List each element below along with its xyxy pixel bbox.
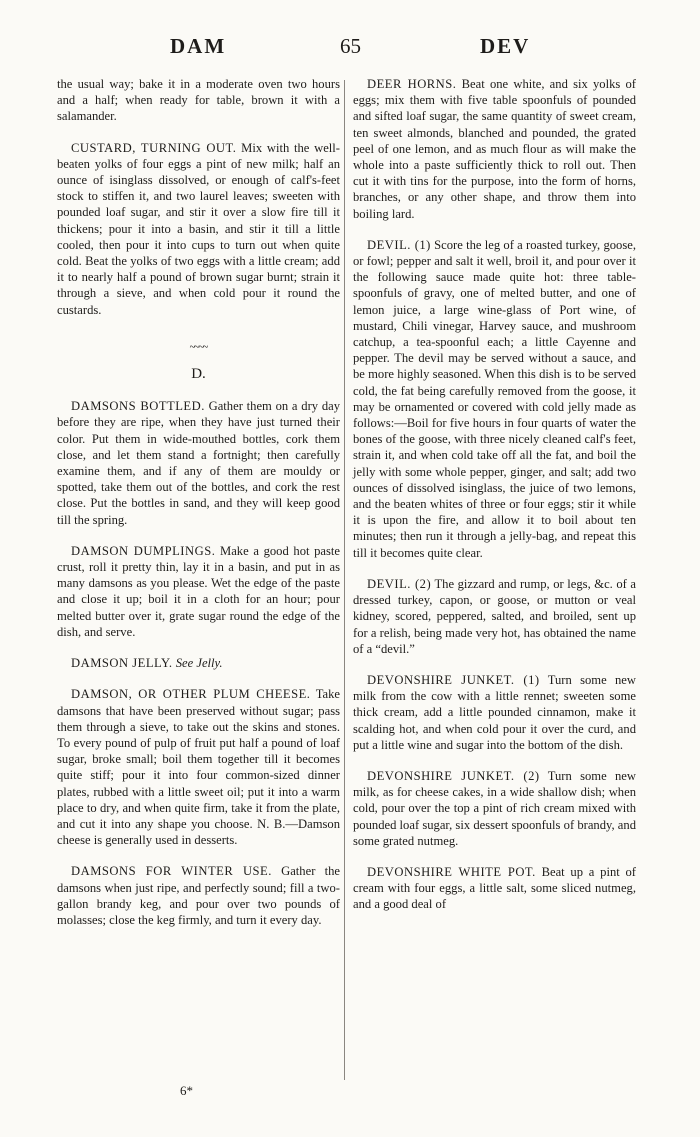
entry-body: The gizzard and rump, or legs, &c. of a dressed turkey, capon, or goose, or mutton or veal kidney, scored, peppered, salted, and broiled, sent up for a relish, being made very hot, has obtained the name of a “devil.” [353,576,636,656]
entry-body: Beat one white, and six yolks of eggs; mix them with five table spoonfuls of pounded and sifted loaf sugar, the same quantity of sweet cream, ten sweet almonds, blanched and pounded, the grated peel of one lemon, and as much flour as will make the whole into a paste sufficiently thick to roll out. Then cut it with tins for the purpose, into the form of horns, branches, or any other shape, and throw them into boiling lard. [353,77,636,221]
entry-body: Gather the damsons when just ripe, and perfectly sound; fill a two-gallon brandy keg, and pour over two pounds of molasses; close the keg firmly, and turn it every day. [57,864,340,927]
entry-body: Make a good hot paste crust, roll it pretty thin, lay it in a basin, and put in as many damsons as you please. Wet the edge of the paste and close it up; boil it in a cloth for an hour; pour melted butter over it, grate sugar round the edge of the dish, and serve. [57,543,341,639]
entry-devonshire-junket-2 [353,768,636,849]
entry-body: Score the leg of a roasted turkey, goose, or fowl; pepper and salt it well, broil it, and pour over it the following sauce made quite hot: three table-spoonfuls of gravy, one of melted butter, and one of lemon juice, a large wine-glass of Port wine, of mustard, Chili vinegar, Harvey sauce, and mushroom catchup, a tea-spoonful each; a little Cayenne and pepper. The devil may be served without a sauce, and be more highly seasoned. When this dish is to be served cold, the fat being carefully removed from the goose, it may be ornamented or covered with cold jelly made as follows:—Boil for five hours in four quarts of water the bones of the goose, with three nicely cleaned calf's feet, strain it, and when cold take off all the fat, and boil the jelly with some whole pepper, ginger, and salt; add two ounces of dissolved isinglass, the juice of two lemons, and the beaten whites of three or four eggs; stir it while it is upon the fire, and allow it to boil about ten minutes; then run it through a jelly-bag, and repeat this till it becomes quite clear. [353,237,636,560]
cross-reference: See Jelly. [175,656,223,671]
entry-heading: DAMSONS FOR WINTER USE. [71,864,272,879]
entry-body: Gather them on a dry day before they are ripe, when they have just turned their color. Put them in wide-mouthed bottles, cork them close, and let them stand a fortnight; then carefully examine them, and if any of them are mouldy or spotted, take them out of the bottles, and cork the rest close. Put the bottles in sand, and they will keep good till the spring. [57,399,341,527]
entry-damson-dumplings [57,543,340,640]
entry-devonshire-white-pot [353,864,636,913]
entry-body: Mix with the well-beaten yolks of four eggs a pint of new milk; half an ounce of isinglass dissolved, or enough of calf's-feet stock to stiffen it, and two laurel leaves; sweeten with pounded loaf sugar, and stir it over a slow fire till it thickens; pour it into a basin, and stir it till a little cooled, then pour it into cups to turn out when quite cold. Beat the yolks of two eggs with a little cream; add it to nearly half a pound of brown sugar burnt; strain it through a sieve, and when cold pour it round the custards. [57,140,340,317]
entry-damson-jelly [57,655,340,671]
entry-damson-plum-cheese [57,686,340,848]
entry-devil-2 [353,576,636,657]
section-letter: D. [191,366,206,383]
entry-heading: DAMSONS BOTTLED. [71,399,205,414]
signature-mark: 6* [180,1083,193,1098]
entry-heading: DEVIL. (1) [367,237,431,252]
entry-heading: DEVONSHIRE WHITE POT. [367,864,536,879]
page-number: 65 [340,34,361,58]
entry-heading: DAMSON JELLY. [71,656,173,671]
right-column [353,76,636,928]
entry-body: the usual way; bake it in a moderate oven two hours and a half; when ready for table, brown it with a salamander. [57,77,340,124]
entry-continuation [57,76,340,125]
entry-damsons-bottled [57,398,340,528]
entry-body: Turn some new milk, as for cheese cakes, in a wide shallow dish; when cold, pour over the top a pint of rich cream mixed with pounded loaf sugar, six dessert spoonfuls of brandy, and some grated nutmeg. [353,768,636,848]
entry-damsons-winter-use [57,863,340,928]
entry-body: Turn some new milk from the cow with a little rennet; sweeten some thick cream, add a little pounded cinnamon, make it scalding hot, and when cold pour it over the curd, and put a little wine and sugar into the bottom of the dish. [353,672,636,752]
left-column [57,76,340,943]
column-divider [344,80,345,1080]
entry-heading: DAMSON DUMPLINGS. [71,543,216,558]
entry-heading: DEER HORNS. [367,77,457,91]
entry-heading: DEVONSHIRE JUNKET. (1) [367,672,540,687]
entry-heading: CUSTARD, TURNING OUT. [71,140,237,155]
entry-deer-horns [353,76,636,222]
entry-devonshire-junket-1 [353,672,636,753]
entry-devil-1 [353,237,636,561]
entry-heading: DEVONSHIRE JUNKET. (2) [367,768,540,783]
running-header [60,34,650,66]
header-right-catchword: DEV [480,34,531,58]
entry-body: Take damsons that have been preserved without sugar; pass them through a sieve, to take out the skins and stones. To every pound of pulp of fruit put half a pound of loaf sugar, broke small; boil them together till it becomes quite stiff; pour it into four common-sized dinner plates, rubbed with a little sweet oil; put it into a warm place to dry, and when quite firm, take it from the plate, and cut it into any shape you choose. N. B.—Damson cheese is generally used in desserts. [57,687,340,848]
entry-heading: DAMSON, OR OTHER PLUM CHEESE. [71,687,311,702]
section-ornament: ~~~~ [189,341,208,353]
header-left-catchword: DAM [170,34,227,58]
entry-body: Beat up a pint of cream with four eggs, a little salt, some sliced nutmeg, and a good deal of [353,864,636,912]
entry-custard-turning-out [57,140,340,318]
entry-heading: DEVIL. (2) [367,576,432,591]
